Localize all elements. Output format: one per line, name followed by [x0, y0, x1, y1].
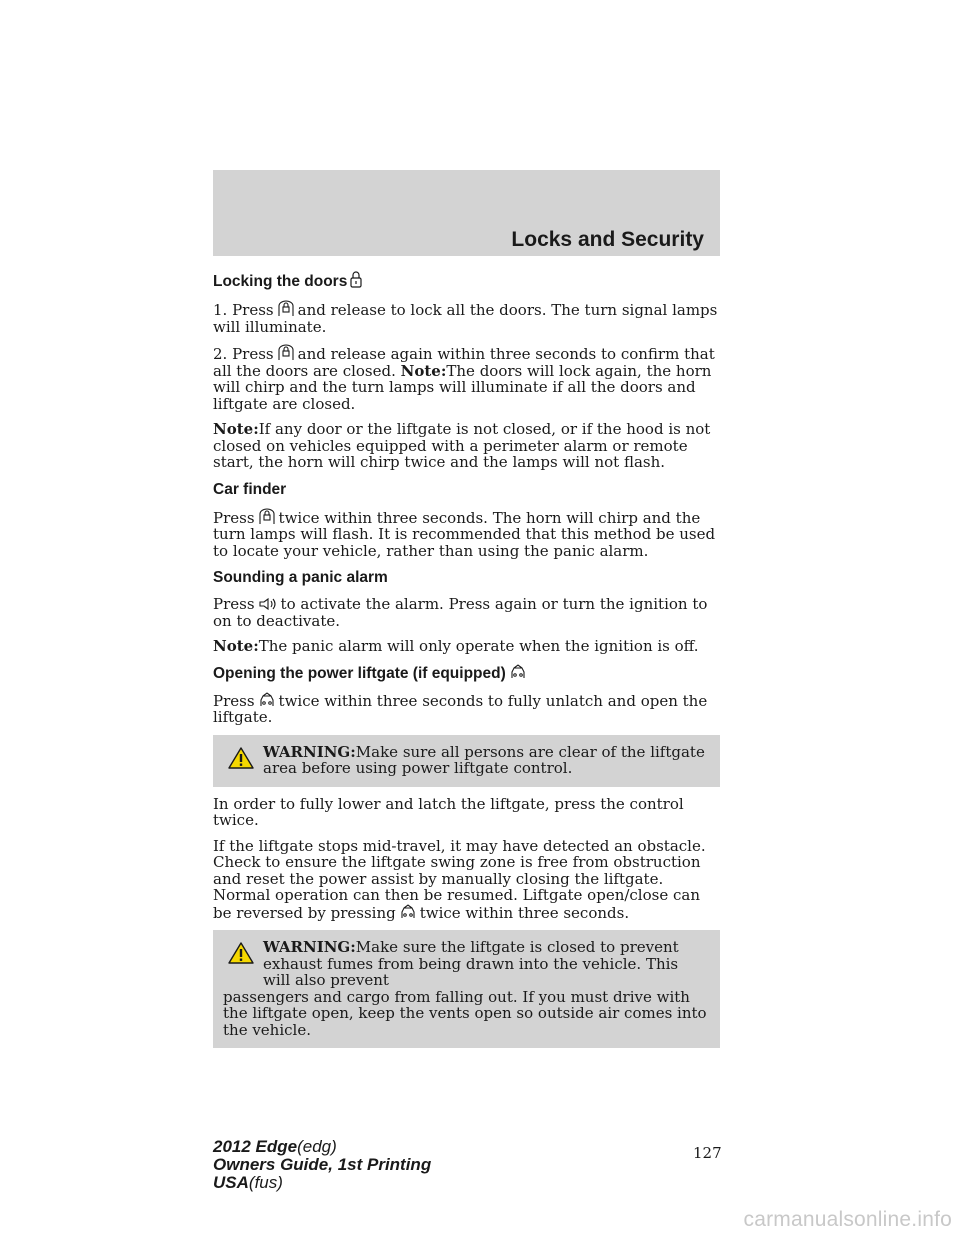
car-finder-heading: Car finder [213, 480, 287, 498]
panic-note: Note:The panic alarm will only operate when the ignition is off. [213, 637, 699, 655]
panic-heading: Sounding a panic alarm [213, 569, 388, 586]
lock-icon [350, 270, 362, 288]
watermark: carmanualsonline.info [743, 1208, 952, 1231]
liftgate-icon [399, 904, 417, 920]
warning-triangle-icon [227, 941, 255, 965]
warning-text: WARNING:Make sure all persons are clear of the liftgate area before using power liftgate control. [263, 742, 705, 777]
warning-text: WARNING:Make sure the liftgate is closed to prevent exhaust fumes from being drawn into the vehicle. This will also prevent [263, 938, 679, 989]
lock-icon [277, 300, 295, 317]
liftgate-lower-text: In order to fully lower and latch the liftgate, press the control twice. [213, 794, 684, 829]
liftgate-heading: Opening the power liftgate (if equipped) [213, 664, 720, 683]
horn-icon [258, 597, 278, 611]
locking-step-1: 1. Press and release to lock all the doors. The turn signal lamps will illuminate. [213, 301, 718, 336]
page-content [213, 270, 720, 1057]
section-header [213, 170, 720, 256]
page-number: 127 [693, 1144, 722, 1162]
panic-text: Press to activate the alarm. Press again or turn the ignition to on to deactivate. [213, 595, 708, 630]
liftgate-icon [258, 692, 276, 708]
liftgate-text: Press twice within three seconds to fully unlatch and open the liftgate. [213, 691, 708, 726]
liftgate-stop-text: If the liftgate stops mid-travel, it may have detected an obstacle. Check to ensure the liftgate swing zone is free from obstruction and reset the power assist by manually closing the liftgate. Normal operation can then be resumed. Liftgate open/close can be reversed by pressing twice within three seconds. [213, 836, 706, 922]
locking-step-2: 2. Press and release again within three seconds to confirm that all the doors are closed. Note:The doors will lock again, the horn will chirp and the turn lamps will illuminate if all the doors and liftgate are closed. [213, 345, 715, 413]
car-finder-text: Press twice within three seconds. The horn will chirp and the turn lamps will flash. It is recommended that this method be used to locate your vehicle, rather than using the panic alarm. [213, 508, 716, 560]
locking-note: Note:If any door or the liftgate is not closed, or if the hood is not closed on vehicles equipped with a perimeter alarm or remote start, the horn will chirp twice and the lamps will not flash. [213, 420, 711, 471]
footer: 2012 Edge(edg) Owners Guide, 1st Printing USA(fus) [213, 1137, 432, 1192]
locking-heading: Locking the doors [213, 270, 720, 291]
lock-icon [277, 344, 295, 361]
section-title: Locks and Security [511, 228, 704, 251]
warning-box [213, 930, 720, 1048]
liftgate-icon [509, 664, 527, 680]
warning-triangle-icon [227, 746, 255, 770]
warning-text-continued: passengers and cargo from falling out. If you must drive with the liftgate open, keep the vents open so outside air comes into the vehicle. [223, 987, 707, 1039]
lock-icon [258, 508, 276, 525]
warning-box [213, 735, 720, 787]
